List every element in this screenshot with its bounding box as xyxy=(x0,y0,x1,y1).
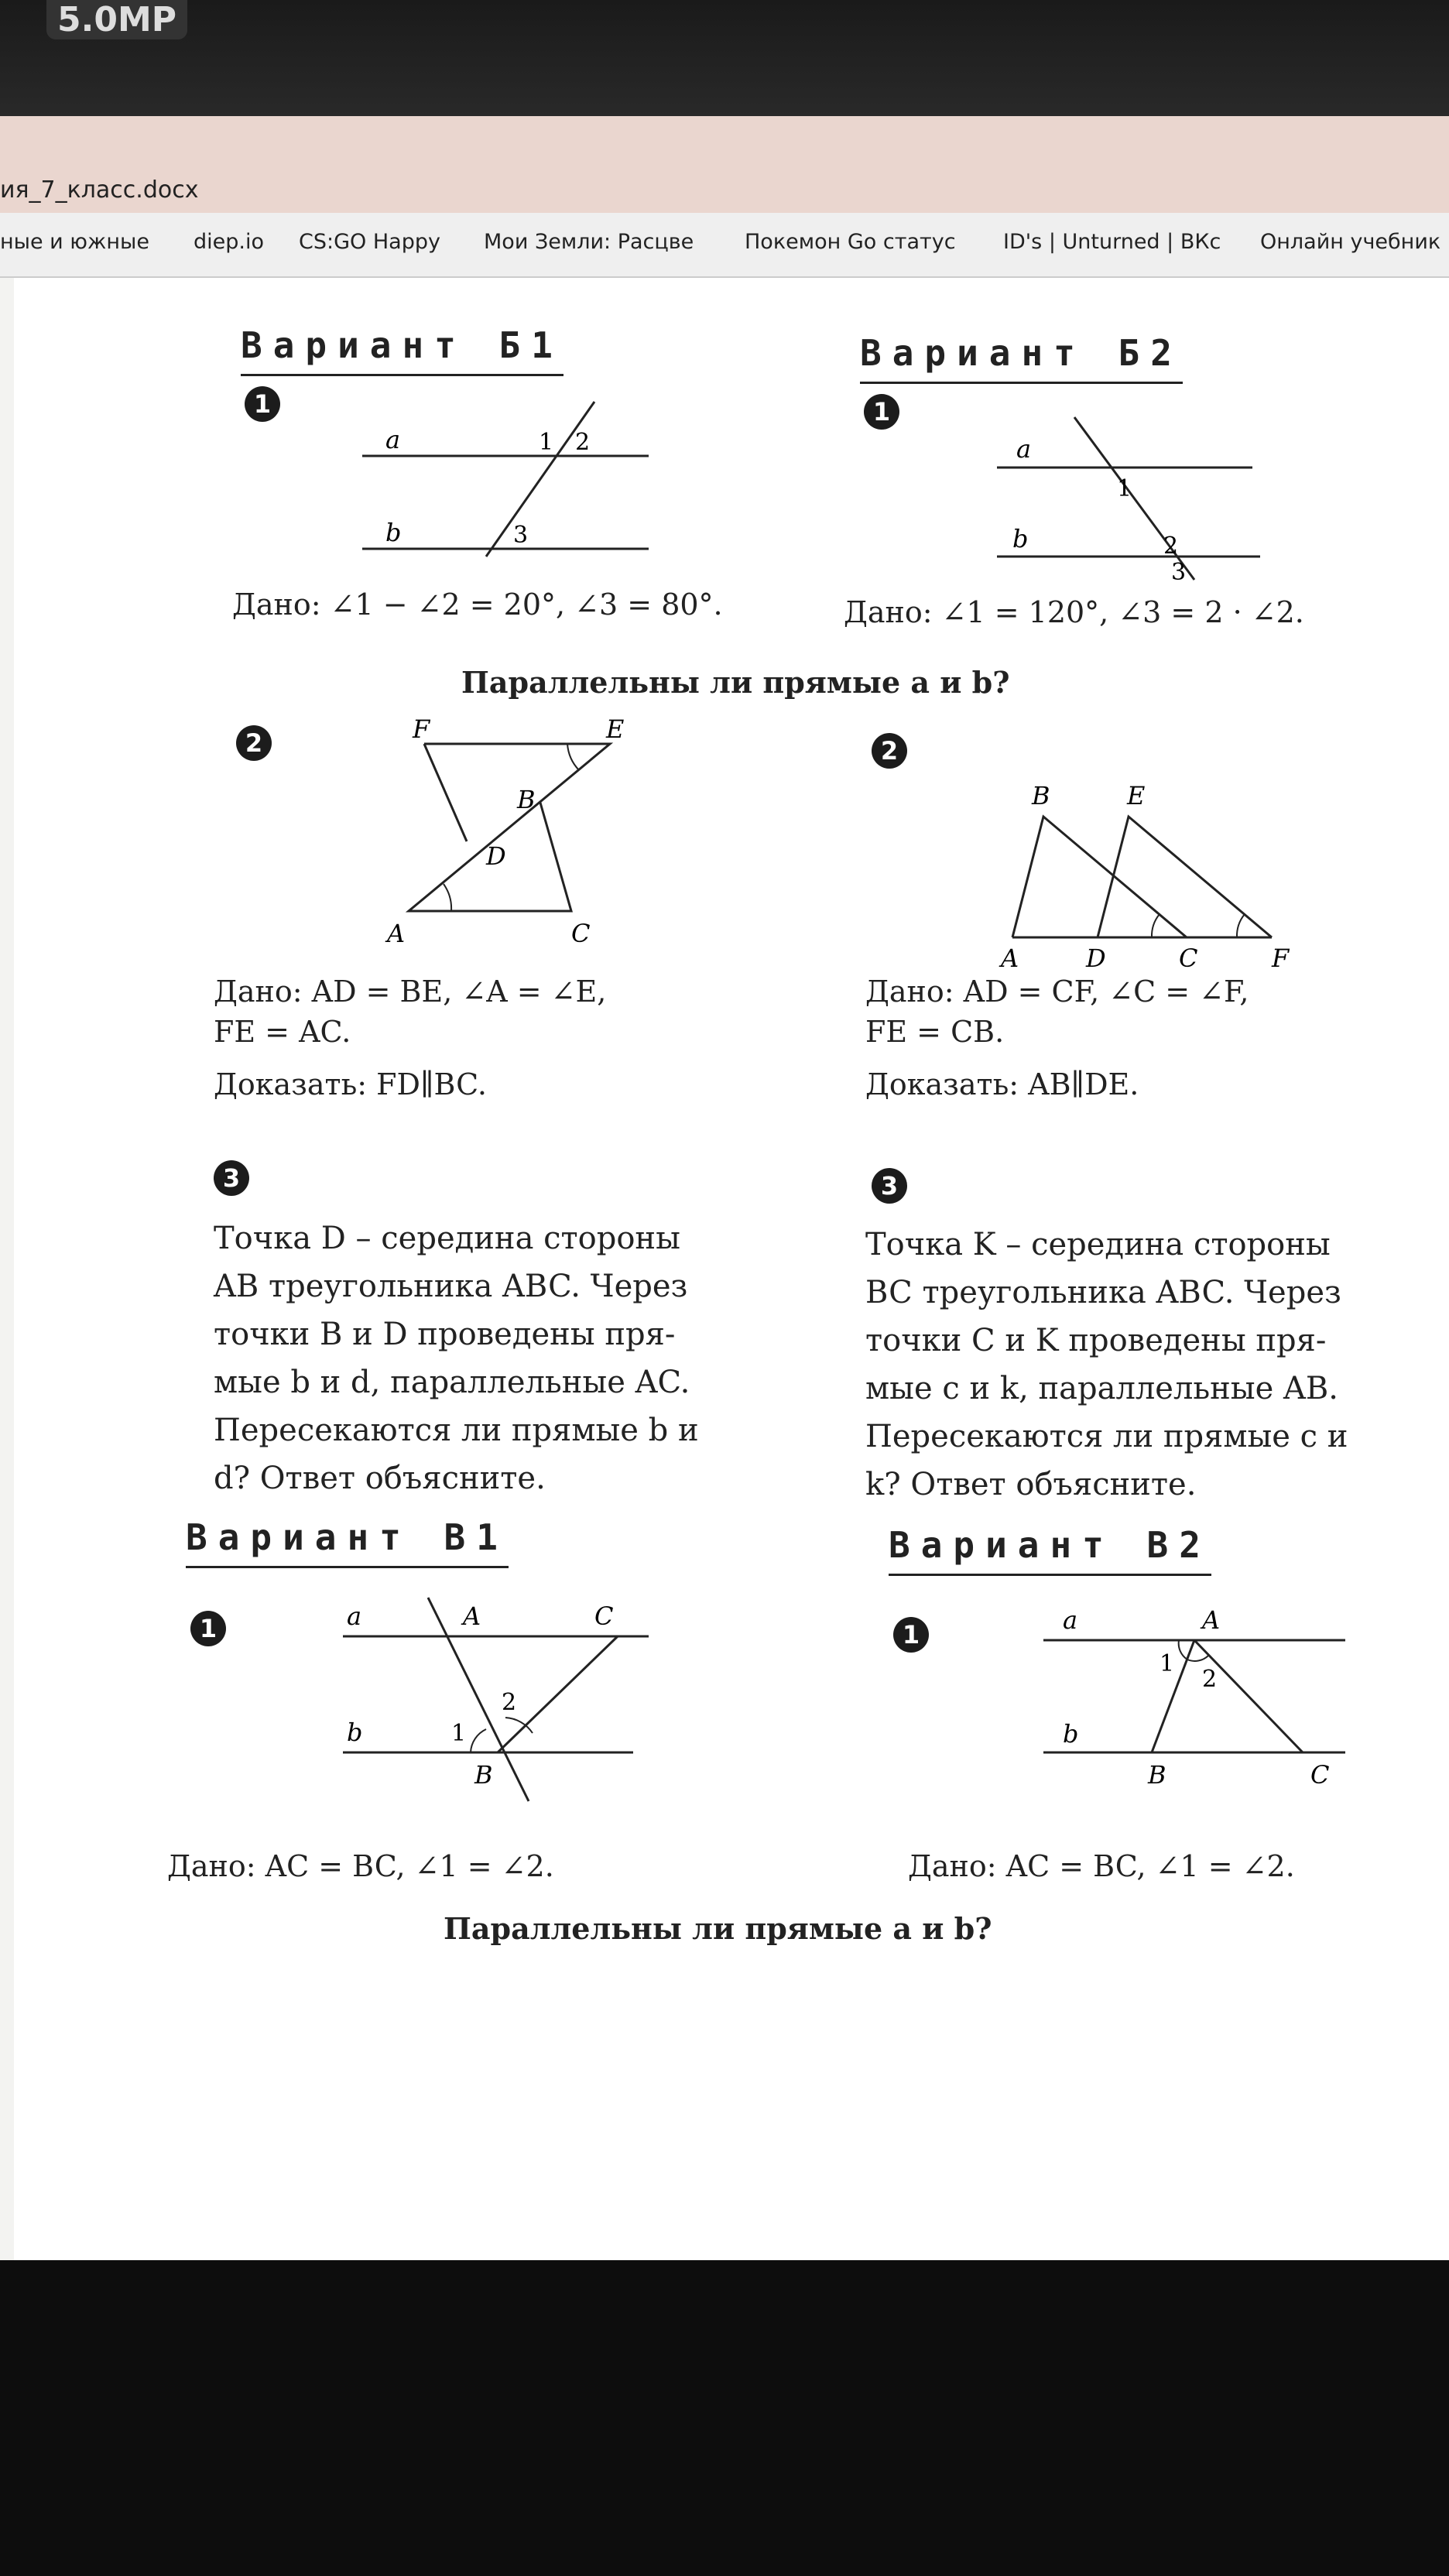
v1-angle-1 xyxy=(471,1729,486,1752)
variant-b2-title: Вариант Б2 xyxy=(860,332,1183,384)
b2-p3-line-4: мые c и k, параллельные AB. xyxy=(865,1371,1339,1406)
monitor-bezel-top xyxy=(0,0,1449,124)
b2-p3-line-5: Пересекаются ли прямые c и xyxy=(865,1419,1348,1454)
b2-p2-label-c: C xyxy=(1179,944,1198,973)
b1-p3-line-4: мые b и d, параллельные AC. xyxy=(214,1365,690,1400)
b1-p2-polyline xyxy=(409,744,610,911)
b2-p2-label-f: F xyxy=(1272,944,1290,973)
b1-transversal xyxy=(486,402,594,557)
v2-label-a: a xyxy=(1063,1605,1078,1635)
b1-problem-1-number: 1 xyxy=(245,386,280,422)
b1-label-angle-1: 1 xyxy=(539,429,554,456)
b2-problem-2-diagram xyxy=(974,775,1307,973)
b2-p2-triangle-def xyxy=(1098,817,1272,937)
v2-angle-1 xyxy=(1179,1640,1187,1660)
bookmark-2[interactable]: diep.io xyxy=(194,230,264,254)
b2-p3-line-6: k? Ответ объясните. xyxy=(865,1467,1197,1502)
question-parallel-b: Параллельны ли прямые a и b? xyxy=(461,665,1010,700)
b1-problem-3-number: 3 xyxy=(214,1160,249,1196)
b1-p2-label-c: C xyxy=(571,919,591,948)
b1-p2-label-d: D xyxy=(486,841,506,871)
b1-p3-line-1: Точка D – середина стороны xyxy=(214,1221,680,1256)
b2-label-angle-1: 1 xyxy=(1117,475,1132,502)
b2-label-angle-2: 2 xyxy=(1163,533,1179,560)
b2-problem-2-given-2: FE = CB. xyxy=(865,1015,1005,1049)
b1-problem-3-text xyxy=(214,1214,699,1502)
camera-badge: 5.0MP xyxy=(46,0,187,39)
v2-label-angle-1: 1 xyxy=(1160,1650,1175,1677)
b2-problem-1-diagram xyxy=(974,402,1283,586)
b2-problem-3-text xyxy=(865,1221,1348,1509)
v2-label-C: C xyxy=(1310,1760,1330,1790)
v1-label-angle-2: 2 xyxy=(502,1689,517,1716)
b1-p3-line-2: AB треугольника ABC. Через xyxy=(214,1269,688,1304)
b2-problem-2-number: 2 xyxy=(872,733,907,769)
question-parallel-v: Параллельны ли прямые a и b? xyxy=(444,1911,992,1946)
b1-problem-1-diagram xyxy=(355,394,664,557)
window-titlebar xyxy=(0,116,1449,213)
v2-angle-2 xyxy=(1187,1656,1208,1661)
b1-problem-2-prove: Доказать: FD∥BC. xyxy=(214,1067,487,1101)
b1-p2-label-a: A xyxy=(387,919,406,948)
b1-p3-line-3: точки B и D проведены пря- xyxy=(214,1317,676,1352)
v2-label-angle-2: 2 xyxy=(1202,1666,1218,1693)
v2-line-ac xyxy=(1194,1640,1303,1752)
b2-p3-line-1: Точка K – середина стороны xyxy=(865,1227,1331,1262)
b2-p2-label-e: E xyxy=(1127,781,1146,810)
bookmarks-bar xyxy=(0,213,1449,278)
b1-problem-2-given-2: FE = AC. xyxy=(214,1015,351,1049)
b2-problem-1-number: 1 xyxy=(864,394,899,430)
b2-problem-1-given: Дано: ∠1 = 120°, ∠3 = 2 · ∠2. xyxy=(844,595,1304,629)
bookmark-4[interactable]: Мои Земли: Расцве xyxy=(484,230,694,254)
bookmark-5[interactable]: Покемон Go статус xyxy=(745,230,956,254)
b1-p2-label-b: B xyxy=(517,785,536,814)
b2-label-angle-3: 3 xyxy=(1171,559,1187,586)
v2-label-A: A xyxy=(1202,1605,1221,1635)
variant-v1-title: Вариант В1 xyxy=(186,1516,509,1568)
b2-p2-label-d: D xyxy=(1086,944,1106,973)
v1-problem-1-diagram xyxy=(324,1594,656,1826)
v1-label-A: A xyxy=(463,1601,481,1631)
b1-problem-2-diagram xyxy=(378,714,641,950)
v2-label-b: b xyxy=(1063,1719,1079,1749)
b1-p2-label-f: F xyxy=(413,714,430,744)
b2-p2-label-b: B xyxy=(1032,781,1050,810)
bookmark-7[interactable]: Онлайн учебник xyxy=(1260,230,1441,254)
b2-label-a: a xyxy=(1016,434,1032,464)
v2-problem-1-number: 1 xyxy=(893,1617,929,1653)
b1-p2-label-e: E xyxy=(606,714,625,744)
v2-problem-1-given: Дано: AC = BC, ∠1 = ∠2. xyxy=(908,1849,1295,1883)
document-title: ия_7_класс.docx xyxy=(0,176,199,204)
b2-p3-line-3: точки C и K проведены пря- xyxy=(865,1323,1327,1358)
v2-problem-1-diagram xyxy=(1028,1594,1353,1818)
b1-label-a: a xyxy=(385,425,401,454)
b2-problem-2-prove: Доказать: AB∥DE. xyxy=(865,1067,1139,1101)
v1-label-angle-1: 1 xyxy=(451,1720,467,1747)
b2-p2-label-a: A xyxy=(1001,944,1019,973)
b2-problem-2-given-1: Дано: AD = CF, ∠C = ∠F, xyxy=(865,975,1249,1009)
b1-problem-1-given: Дано: ∠1 − ∠2 = 20°, ∠3 = 80°. xyxy=(232,587,723,622)
b1-p2-angle-a xyxy=(444,884,451,911)
variant-v2-title: Вариант В2 xyxy=(889,1524,1211,1576)
variant-b1-title: Вариант Б1 xyxy=(241,324,564,376)
b1-problem-2-given-1: Дано: AD = BE, ∠A = ∠E, xyxy=(214,975,607,1009)
v1-label-b: b xyxy=(347,1718,363,1747)
v1-problem-1-given: Дано: AC = BC, ∠1 = ∠2. xyxy=(167,1849,554,1883)
bookmark-3[interactable]: CS:GO Happy xyxy=(299,230,440,254)
bookmark-6[interactable]: ID's | Unturned | ВКс xyxy=(1003,230,1221,254)
b1-problem-2-number: 2 xyxy=(236,725,272,761)
b1-label-b: b xyxy=(385,518,402,547)
bookmark-1[interactable]: ные и южные xyxy=(0,230,149,254)
monitor-bezel-bottom xyxy=(0,2260,1449,2576)
b2-p3-line-2: BC треугольника ABC. Через xyxy=(865,1275,1341,1310)
b2-p2-angle-c xyxy=(1152,914,1160,937)
v1-label-B: B xyxy=(474,1760,493,1790)
b1-label-angle-2: 2 xyxy=(575,429,591,456)
v1-problem-1-number: 1 xyxy=(190,1611,226,1646)
b1-p2-line-fd xyxy=(424,744,467,841)
monitor-screen xyxy=(0,116,1449,2260)
b2-problem-3-number: 3 xyxy=(872,1168,907,1204)
document-page xyxy=(14,278,1449,2267)
b1-p3-line-6: d? Ответ объясните. xyxy=(214,1461,546,1496)
b2-p2-triangle-abc xyxy=(1012,817,1187,937)
b1-p2-angle-e xyxy=(567,744,579,770)
b2-label-b: b xyxy=(1012,524,1029,553)
b2-p2-angle-f xyxy=(1237,914,1245,937)
v1-label-C: C xyxy=(594,1601,614,1631)
v2-label-B: B xyxy=(1148,1760,1166,1790)
b1-label-angle-3: 3 xyxy=(513,522,529,549)
v1-label-a: a xyxy=(347,1601,362,1631)
b1-p3-line-5: Пересекаются ли прямые b и xyxy=(214,1413,699,1448)
